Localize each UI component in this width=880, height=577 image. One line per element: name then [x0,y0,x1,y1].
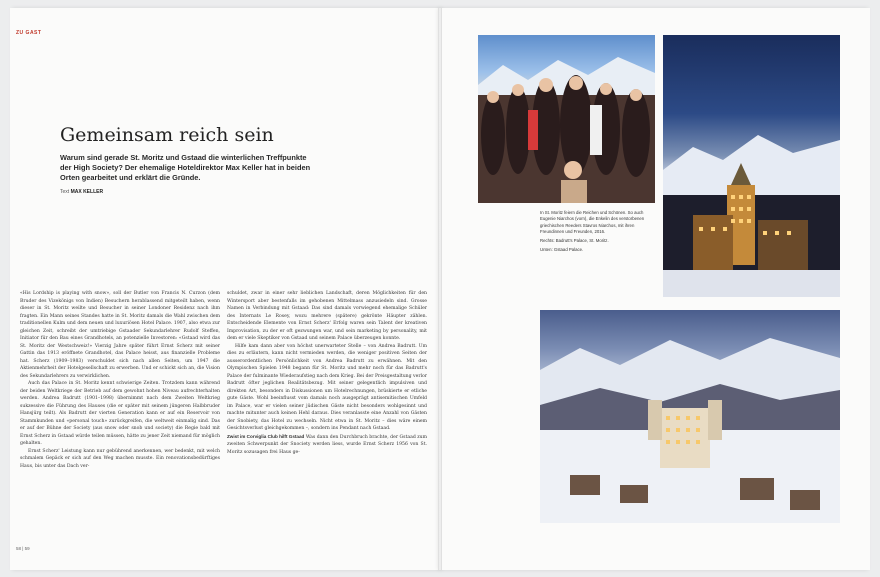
caption-main: In St. Moritz feiern die Reichen und Schönen. So auch Eugenie Niarchos (vorn), die Enkelin des verstorbenen griechischen Reeders Stavros Niarchos, mit ihren Freundinnen und Freunden, 2016. [540,210,645,234]
caption-right: Rechts: Badrutt's Palace, St. Moritz. [540,238,609,244]
party-photo [478,35,655,203]
badrutts-palace-photo [663,35,840,297]
byline-label: Text [60,189,70,195]
byline-author: MAX KELLER [70,189,104,195]
article-lead: Warum sind gerade St. Moritz und Gstaad die winterlichen Treffpunkte der High Society? Der ehemalige Hoteldirektor Max Keller hat in beiden Orten gearbeitet und erklärt die Gründe. [60,153,311,182]
gstaad-palace-photo [540,310,840,523]
subheading: Zwist im Corviglia Club hilft Gstaad [227,433,305,439]
paragraph: Auch das Palace in St. Moritz kennt schwierige Zeiten. Trotzdem kann während der beiden Weltkriege der Betrieb auf dem gewohnt hohen Niveau aufrechterhalten werden. Andrea Badrutt (1901–1998) übernimmt nach dem Zweiten Weltkrieg sukzessive die Führung des Hauses (die er später mit seinem jüngeren Halbbruder Hansjürg teilt). Als Badrutt der vierten Generation kann er auf ein Reservoir von Stammkunden und «personal touch» zurückgreifen, die weltweit einmalig sind. Das er auf der Bühne der Society (aus snow oder snob und society) die Regie bald mit Ernst Scherz in Gstaad würde teilen müssen, hätte zu jener Zeit niemand für möglich gehalten. [20,381,220,446]
paragraph [227,433,427,457]
photo-caption [540,210,655,257]
badrutts-palace-illustration [663,35,840,297]
paragraph-text: Was dann den Durchbruch brachte, der Gstaad zum zweiten Schwerpunkt der Snociety werden liess, wurde Ernst Scherz 1956 von St. Moritz sozusagen frei Haus ge- [227,434,427,455]
party-photo-illustration [478,35,655,203]
gstaad-palace-illustration [540,310,840,523]
paragraph: «His Lordship is playing with snow», soll der Butler von Francis N. Curzon (dem Bruder des Vizekönigs von Indien) Besuchern herablassend mitgeteilt haben, wenn dieser in St. Moritz weilte und Besucher in seiner Londoner Residenz nach ihm fragten. Ein Mann seines Standes hatte in St. Moritz damals die Wahl zwischen dem traditionellen Kulm und dem neuen und luxuriösen Hotel Palace. 1907, also etwa zur gleichen Zeit, schreibt der umtriebige Gstaader Sekundarlehrer Rudolf Steffen, Initiator für den Bau eines Grandhotels, an potenzielle Investoren: «Gstaad wird das St. Moritz der Westschweiz!» Vierzig Jahre später führt Ernst Scherz mit seiner Gattin das 1913 eröffnete Grandhotel, das Palace heisst, aus finanzielle Probleme hat. Scherz (1909–1983) verschuldet sich nach allen Seiten, um 1947 die Aktienmehrheit der Hotelgesellschaft zu erwerben. Und er schickt sich an, die Vision des Sekundarlehrers zu verwirklichen. [20,291,220,379]
byline [60,189,103,195]
paragraph: Hilfe kam dann aber von höchst unerwarteter Stelle – von Andrea Badrutt. Um dies zu erläutern, kann nicht vermieden werden, die weniger positiven Seiten der ausserordentlichen Persönlichkeit von Andrea Badrutt zu erwähnen. Mit den Olympischen Spielen 1948 begann für St. Moritz und mehr noch für das Badrutt's Palace der fulminante Wiederaufstieg nach dem Krieg. Bei der Preisgestaltung verlor Badrutt öfter jeglichen Realitätsbezug. Mit seiner gelegentlich impulsiven und direkten Art, besonders in Diskussionen um Hotelrechnungen, brüskierte er etliche gute Gäste. Wohl beeinflusst vom damals noch ausgeprägt antisemitischen Umfeld im Palace, war er vielen seiner jüdischen Gäste nicht besonders wohlgesinnt und machte mitunter auch keinen Hehl daraus. Dies veranlasste eine Anzahl von Gästen der Snobiety, das Hotel zu wechseln. Nicht etwa in St. Moritz – dies wäre einem Gesichtsverlust gleichgekommen –, sondern ins Pendant nach Gstaad. [227,343,427,431]
section-label: ZU GAST [16,30,42,36]
body-column-2 [227,290,427,534]
article-title: Gemeinsam reich sein [60,124,274,146]
body-column-1 [20,290,220,534]
spine-gutter [438,8,442,570]
page-numbers: 58 | 59 [16,546,30,551]
paragraph: Ernst Scherz' Leistung kann nur gebührend anerkennen, wer bedenkt, mit welch schmalem Gepäck er sich auf den Weg machen musste. Ein renovationsbedürftiges Haus, bis unter das Dach ver- [20,448,220,469]
paragraph: schuldet, zwar in einer sehr lieblichen Landschaft, deren Möglichkeiten für den Wintersport aber bestenfalls im gehobenen Mittelmass anzusiedeln sind. Grosse Namen in Verbindung mit Gstaad: Das sind damals vorwiegend ehemalige Schüler des Internats Le Rosey, wozu mehrere (spätere) gekrönte Häupter zählen. Entscheidende Elemente von Ernst Scherz' Erfolg waren sein Talent der kreativen Improvisation, zu der er oft gezwungen war, und sein marketing by personality, mit dem er viele Skeptiker von Gstaad und seinem Palace überzeugen konnte. [227,291,427,341]
caption-below: Unten: Gstaad Palace. [540,247,584,253]
